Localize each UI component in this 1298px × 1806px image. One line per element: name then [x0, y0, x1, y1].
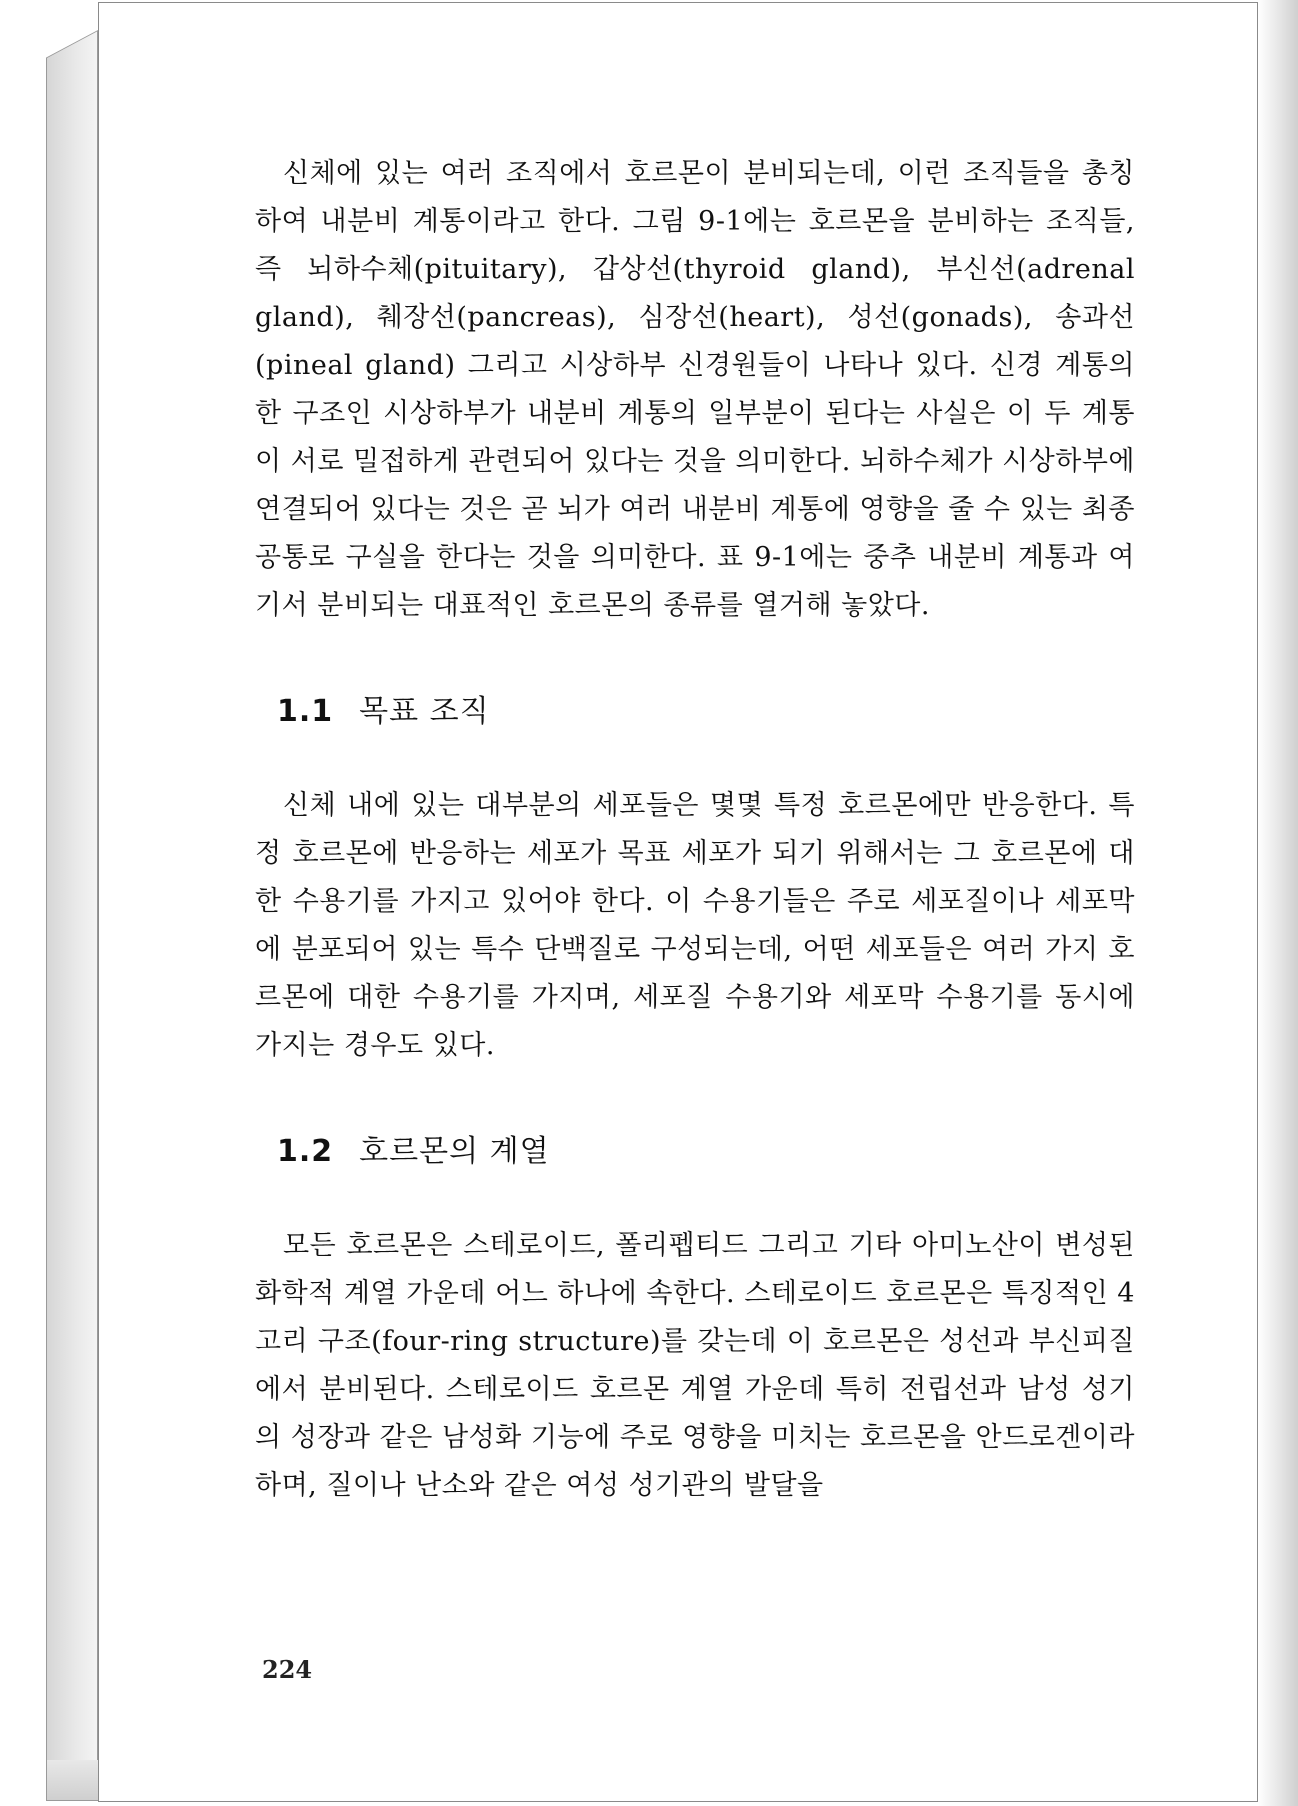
section-title: 목표 조직	[359, 694, 490, 729]
section-number: 1.1	[277, 694, 334, 729]
book-spine	[46, 30, 98, 1790]
book-spine-bottom	[46, 1760, 99, 1801]
page-content	[255, 150, 1135, 1510]
target-tissue-paragraph: 신체 내에 있는 대부분의 세포들은 몇몇 특정 호르몬에만 반응한다. 특정 호르몬에 반응하는 세포가 목표 세포가 되기 위해서는 그 호르몬에 대한 수용기를 가지고 있어야 한다. 이 수용기들은 주로 세포질이나 세포막에 분포되어 있는 특수 단백질로 구성되는데, 어떤 세포들은 여러 가지 호르몬에 대한 수용기를 가지며, 세포질 수용기와 세포막 수용기를 동시에 가지는 경우도 있다.	[255, 790, 1135, 1061]
hormone-families-paragraph: 모든 호르몬은 스테로이드, 폴리펩티드 그리고 기타 아미노산이 변성된 화학적 계열 가운데 어느 하나에 속한다. 스테로이드 호르몬은 특징적인 4고리 구조(four-ring structure)를 갖는데 이 호르몬은 성선과 부신피질에서 분비된다. 스테로이드 호르몬 계열 가운데 특히 전립선과 남성 성기의 성장과 같은 남성화 기능에 주로 영향을 미치는 호르몬을 안드로겐이라 하며, 질이나 난소와 같은 여성 성기관의 발달을	[255, 1230, 1135, 1501]
section-title: 호르몬의 계열	[359, 1134, 550, 1169]
section-heading-hormone-families	[277, 1126, 1135, 1170]
section-number: 1.2	[277, 1134, 334, 1169]
page-edge-shadow	[1258, 0, 1298, 1806]
intro-paragraph: 신체에 있는 여러 조직에서 호르몬이 분비되는데, 이런 조직들을 총칭하여 내분비 계통이라고 한다. 그림 9-1에는 호르몬을 분비하는 조직들, 즉 뇌하수체(pituitary), 갑상선(thyroid gland), 부신선(adrenal gland), 췌장선(pancreas), 심장선(heart), 성선(gonads), 송과선(pineal gland) 그리고 시상하부 신경원들이 나타나 있다. 신경 계통의 한 구조인 시상하부가 내분비 계통의 일부분이 된다는 사실은 이 두 계통이 서로 밀접하게 관련되어 있다는 것을 의미한다. 뇌하수체가 시상하부에 연결되어 있다는 것은 곧 뇌가 여러 내분비 계통에 영향을 줄 수 있는 최종 공통로 구실을 한다는 것을 의미한다. 표 9-1에는 중추 내분비 계통과 여기서 분비되는 대표적인 호르몬의 종류를 열거해 놓았다.	[255, 158, 1135, 621]
page-number: 224	[262, 1655, 313, 1684]
section-heading-target-tissue	[277, 686, 1135, 730]
